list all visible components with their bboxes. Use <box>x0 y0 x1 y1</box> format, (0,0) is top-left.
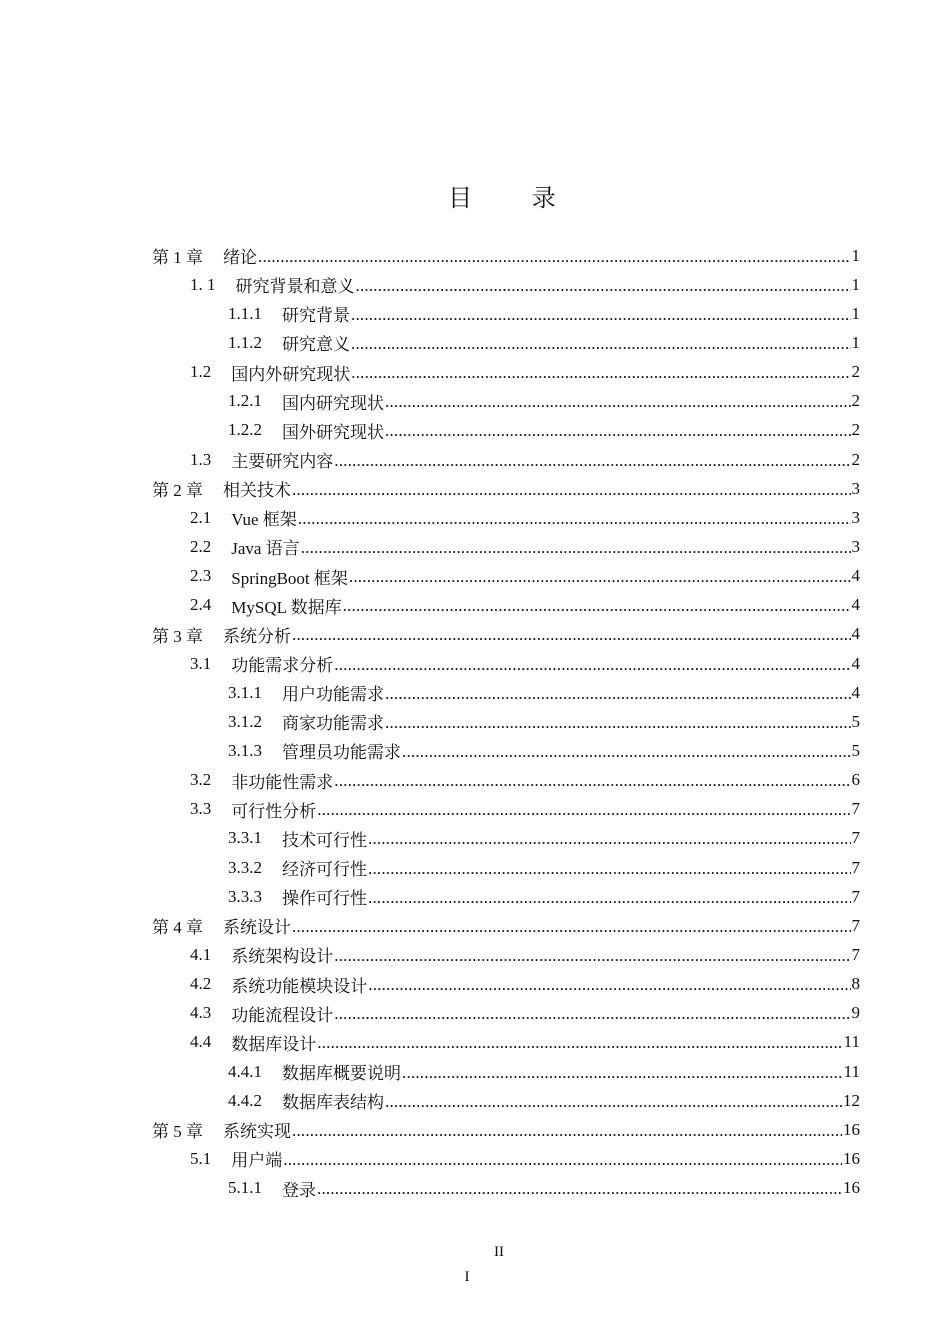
toc-entry-number: 3.2 <box>190 770 212 790</box>
toc-entry-number: 4.4.1 <box>228 1061 262 1081</box>
toc-entry-number: 第 1 章 <box>152 248 203 268</box>
toc-dot-leader <box>402 1063 843 1083</box>
toc-entry-number: 3.1 <box>190 653 212 673</box>
toc-entry-title: Java 语言 <box>231 539 300 559</box>
toc-entry-page: 7 <box>851 944 860 964</box>
toc-entry-title: 研究背景和意义 <box>235 277 355 297</box>
toc-entry-number: 3.1.2 <box>228 711 262 731</box>
toc-entry-page: 7 <box>851 799 860 819</box>
toc-entry[interactable] <box>0 1144 950 1173</box>
toc-entry-page: 7 <box>851 857 860 877</box>
toc-entry-number: 2.3 <box>190 566 212 586</box>
toc-dot-leader <box>351 363 850 383</box>
toc-dot-leader <box>351 334 851 354</box>
toc-dot-leader <box>334 946 850 966</box>
toc-entry[interactable] <box>0 591 950 620</box>
toc-entry-number: 第 4 章 <box>152 918 203 938</box>
toc-entry-number: 1.2.1 <box>228 391 262 411</box>
toc-entry[interactable] <box>0 707 950 736</box>
toc-entry-number: 第 5 章 <box>152 1122 203 1142</box>
toc-entry-title: 研究意义 <box>282 335 350 355</box>
toc-entry-number: 2.1 <box>190 507 212 527</box>
toc-entry-page: 4 <box>851 653 860 673</box>
toc-entry-page: 1 <box>851 245 860 265</box>
toc-entry[interactable] <box>0 328 950 357</box>
toc-dot-leader <box>292 917 851 937</box>
toc-entry[interactable] <box>0 999 950 1028</box>
toc-entry-number: 5.1.1 <box>228 1178 262 1198</box>
toc-entry[interactable] <box>0 445 950 474</box>
toc-entry-page: 2 <box>851 362 860 382</box>
toc-entry-page: 1 <box>851 332 860 352</box>
toc-entry-number: 4.1 <box>190 944 212 964</box>
toc-entry-number: 1.1.2 <box>228 332 262 352</box>
toc-entry-page: 11 <box>843 1032 860 1052</box>
toc-dot-leader <box>368 859 851 879</box>
toc-dot-leader <box>258 247 851 267</box>
toc-entry-number: 4.4.2 <box>228 1090 262 1110</box>
toc-dot-leader <box>385 392 851 412</box>
page-number-upper: II <box>494 1244 504 1260</box>
toc-entry-title: 管理员功能需求 <box>282 743 401 763</box>
toc-entry-number: 第 2 章 <box>152 481 203 501</box>
toc-entry-page: 6 <box>851 770 860 790</box>
toc-entry-number: 4.4 <box>190 1032 212 1052</box>
toc-dot-leader <box>368 888 851 908</box>
toc-dot-leader <box>283 1150 842 1170</box>
toc-entry-number: 4.2 <box>190 974 212 994</box>
toc-entry[interactable] <box>0 1174 950 1203</box>
toc-entry-number: 3.3.2 <box>228 857 262 877</box>
toc-entry-number: 第 3 章 <box>152 626 203 646</box>
toc-entry-page: 16 <box>843 1178 860 1198</box>
toc-dot-leader <box>356 276 851 296</box>
toc-entry-page: 4 <box>851 566 860 586</box>
toc-entry-title: 功能流程设计 <box>231 1005 334 1025</box>
toc-dot-leader <box>292 625 851 645</box>
toc-dot-leader <box>292 1121 842 1141</box>
toc-entry[interactable] <box>0 649 950 678</box>
toc-entry[interactable] <box>0 1057 950 1086</box>
toc-entry[interactable] <box>0 474 950 503</box>
toc-dot-leader <box>385 684 851 704</box>
toc-entry-title: 数据库概要说明 <box>282 1064 401 1083</box>
toc-entry[interactable] <box>0 503 950 532</box>
toc-dot-leader <box>385 713 851 733</box>
toc-entry-title: 技术可行性 <box>282 830 367 850</box>
toc-entry-title: 操作可行性 <box>282 889 367 909</box>
toc-entry-page: 7 <box>851 828 860 848</box>
toc-entry-page: 4 <box>851 682 860 702</box>
toc-dot-leader <box>385 1092 842 1112</box>
toc-entry[interactable] <box>0 358 950 387</box>
toc-entry-number: 3.3 <box>190 799 212 819</box>
toc-entry[interactable] <box>0 940 950 969</box>
toc-entry[interactable] <box>0 1086 950 1115</box>
toc-dot-leader <box>402 742 851 762</box>
toc-entry-title: 经济可行性 <box>282 860 367 880</box>
toc-dot-leader <box>334 771 850 791</box>
toc-entry[interactable] <box>0 299 950 328</box>
toc-entry[interactable] <box>0 387 950 416</box>
toc-entry-page: 7 <box>851 915 860 935</box>
toc-entry[interactable] <box>0 882 950 911</box>
toc-entry-number: 3.1.1 <box>228 682 262 702</box>
toc-entry-page: 5 <box>851 711 860 731</box>
toc-entry-title: MySQL 数据库 <box>231 597 342 617</box>
toc-entry-page: 3 <box>851 536 860 556</box>
toc-entry-page: 2 <box>851 449 860 469</box>
toc-entry-page: 11 <box>843 1061 860 1081</box>
toc-entry[interactable] <box>0 970 950 999</box>
page-number-lower: I <box>464 1269 470 1285</box>
toc-entry-title: 用户端 <box>231 1151 283 1171</box>
toc-dot-leader <box>334 655 850 675</box>
toc-entry-page: 1 <box>851 303 860 323</box>
toc-entry-page: 7 <box>851 886 860 906</box>
toc-entry-page: 4 <box>851 595 860 615</box>
page-title: 目 录 <box>448 184 582 212</box>
toc-entry[interactable] <box>0 853 950 882</box>
toc-entry[interactable] <box>0 911 950 940</box>
toc-entry-title: 绪论 <box>223 248 257 268</box>
toc-entry-page: 9 <box>851 1003 860 1023</box>
toc-entry-number: 3.3.1 <box>228 828 262 848</box>
toc-dot-leader <box>343 596 851 616</box>
toc-entry-number: 1.3 <box>190 449 212 469</box>
toc-entry-title: 国外研究现状 <box>282 422 384 442</box>
toc-entry-number: 5.1 <box>190 1148 212 1168</box>
toc-entry[interactable] <box>0 795 950 824</box>
toc-entry-title: 研究背景 <box>282 306 350 326</box>
toc-entry[interactable] <box>0 532 950 561</box>
toc-entry-page: 2 <box>851 420 860 440</box>
toc-entry-number: 1.1.1 <box>228 303 262 323</box>
toc-entry-number: 1.2 <box>190 362 212 382</box>
toc-dot-leader <box>368 975 850 995</box>
toc-entry-number: 2.4 <box>190 595 212 615</box>
toc-entry-number: 3.3.3 <box>228 886 262 906</box>
toc-entry-page: 16 <box>843 1148 860 1168</box>
toc-entry-page: 5 <box>851 740 860 760</box>
toc-entry-page: 2 <box>851 391 860 411</box>
toc-entry-title: 系统架构设计 <box>231 947 334 967</box>
toc-entry-title: Vue 框架 <box>231 510 297 530</box>
toc-entry-title: 登录 <box>282 1180 316 1200</box>
toc-dot-leader <box>317 1179 842 1199</box>
toc-entry-page: 4 <box>851 624 860 644</box>
toc-dot-leader <box>385 421 851 441</box>
toc-entry-title: 系统设计 <box>223 918 291 938</box>
toc-dot-leader <box>349 567 851 587</box>
toc-entry-page: 3 <box>851 507 860 527</box>
toc-entry-number: 4.3 <box>190 1003 212 1023</box>
toc-dot-leader <box>334 1004 850 1024</box>
toc-entry[interactable] <box>0 824 950 853</box>
toc-entry-title: SpringBoot 框架 <box>231 568 348 588</box>
toc-dot-leader <box>317 1033 842 1053</box>
toc-entry-page: 3 <box>851 478 860 498</box>
toc-entry-title: 相关技术 <box>223 481 291 501</box>
toc-entry[interactable] <box>0 562 950 591</box>
toc-entry[interactable] <box>0 736 950 765</box>
toc-dot-leader <box>298 509 851 529</box>
toc-entry-title: 国内研究现状 <box>282 393 384 413</box>
toc-entry-title: 主要研究内容 <box>231 452 334 472</box>
toc-dot-leader <box>368 829 851 849</box>
toc-entry[interactable] <box>0 678 950 707</box>
toc-entry-title: 系统功能模块设计 <box>231 976 368 996</box>
toc-entry-page: 1 <box>851 274 860 294</box>
toc-entry-title: 用户功能需求 <box>282 685 384 705</box>
toc-entry[interactable] <box>0 270 950 299</box>
toc-entry-title: 国内外研究现状 <box>231 364 351 384</box>
toc-entry-number: 3.1.3 <box>228 740 262 760</box>
toc-entry-page: 16 <box>843 1119 860 1139</box>
toc-entry-title: 系统分析 <box>223 626 291 646</box>
toc-dot-leader <box>292 480 851 500</box>
toc-entry-title: 系统实现 <box>223 1122 291 1142</box>
toc-dot-leader <box>317 800 850 820</box>
toc-entry-title: 数据库表结构 <box>282 1093 384 1113</box>
toc-entry[interactable] <box>0 766 950 795</box>
toc-dot-leader <box>334 451 850 471</box>
toc-entry-title: 可行性分析 <box>231 801 317 821</box>
toc-entry[interactable] <box>0 241 950 270</box>
toc-entry-title: 功能需求分析 <box>231 656 334 676</box>
table-of-contents <box>0 241 950 1203</box>
toc-dot-leader <box>351 305 851 325</box>
toc-entry-number: 1. 1 <box>190 274 216 294</box>
toc-entry-number: 1.2.2 <box>228 420 262 440</box>
toc-entry[interactable] <box>0 1028 950 1057</box>
toc-entry-number: 2.2 <box>190 536 212 556</box>
toc-entry-title: 数据库设计 <box>231 1034 317 1054</box>
toc-entry[interactable] <box>0 1115 950 1144</box>
toc-entry-title: 商家功能需求 <box>282 714 384 734</box>
toc-entry[interactable] <box>0 416 950 445</box>
toc-dot-leader <box>301 538 851 558</box>
toc-entry-page: 8 <box>851 974 860 994</box>
toc-entry-title: 非功能性需求 <box>231 772 334 792</box>
toc-entry-page: 12 <box>843 1090 860 1110</box>
toc-entry[interactable] <box>0 620 950 649</box>
